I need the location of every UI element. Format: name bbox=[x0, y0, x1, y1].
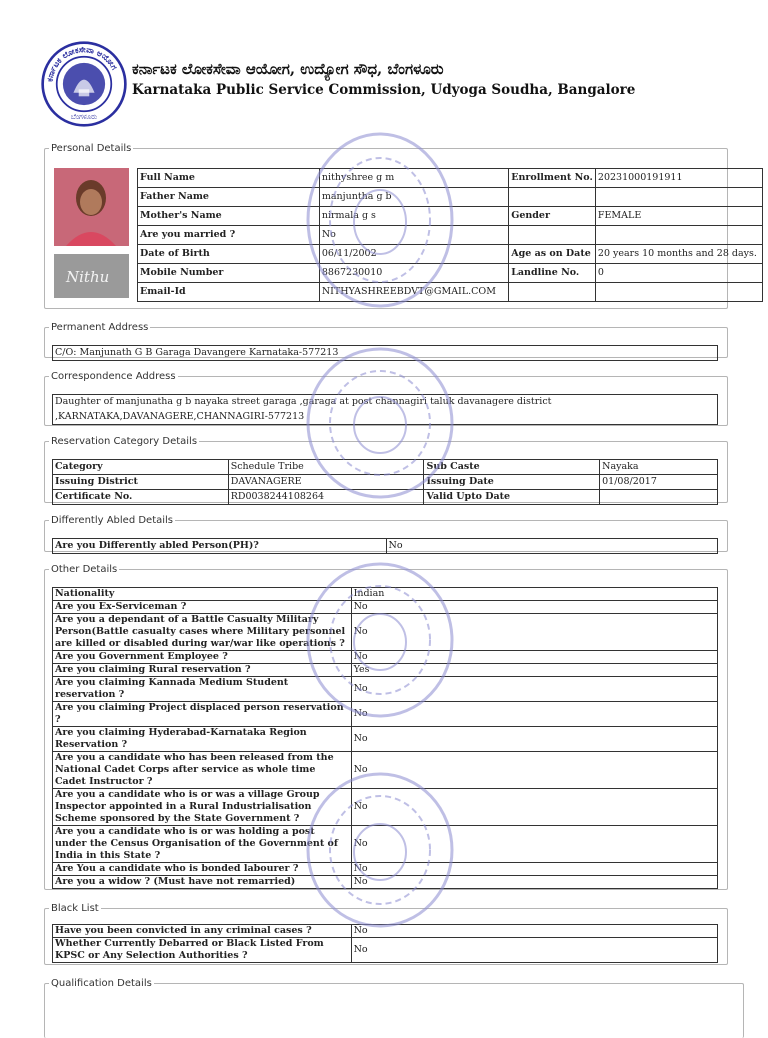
table-row bbox=[53, 702, 718, 727]
field-label: Category bbox=[53, 460, 229, 475]
table-row bbox=[53, 614, 718, 651]
question-label: Nationality bbox=[53, 588, 352, 601]
table-row bbox=[53, 826, 718, 863]
field-label: Certificate No. bbox=[53, 490, 229, 505]
reservation-table bbox=[52, 459, 718, 505]
correspondence-address-legend: Correspondence Address bbox=[51, 371, 176, 382]
question-label: Have you been convicted in any criminal cases ? bbox=[53, 925, 352, 938]
field-value bbox=[595, 226, 762, 245]
table-row bbox=[138, 264, 763, 283]
field-value: Schedule Tribe bbox=[228, 460, 424, 475]
field-value: RD0038244108264 bbox=[228, 490, 424, 505]
answer-value: No bbox=[351, 651, 717, 664]
field-value: Nayaka bbox=[600, 460, 718, 475]
answer-value: No bbox=[351, 614, 717, 651]
personal-details-legend: Personal Details bbox=[51, 143, 132, 154]
question-label: Are you claiming Rural reservation ? bbox=[53, 664, 352, 677]
field-label: Landline No. bbox=[509, 264, 596, 283]
field-value: DAVANAGERE bbox=[228, 475, 424, 490]
differently-abled-legend: Differently Abled Details bbox=[51, 515, 174, 526]
field-value: NITHYASHREEBDVT@GMAIL.COM bbox=[319, 283, 508, 302]
field-label bbox=[509, 226, 596, 245]
reservation-legend: Reservation Category Details bbox=[51, 436, 198, 447]
table-row bbox=[53, 727, 718, 752]
field-label: Valid Upto Date bbox=[424, 490, 600, 505]
field-value: 01/08/2017 bbox=[600, 475, 718, 490]
question-label: Are you a candidate who is or was a village Group Inspector appointed in a Rural Industrialisation Scheme sponsored by the State Government ? bbox=[53, 789, 352, 826]
field-label: Enrollment No. bbox=[509, 169, 596, 188]
differently-abled-section bbox=[44, 515, 728, 552]
answer-value: No bbox=[351, 601, 717, 614]
field-label bbox=[509, 188, 596, 207]
field-label: Mother's Name bbox=[138, 207, 320, 226]
table-row bbox=[53, 460, 718, 475]
answer-value: No bbox=[351, 876, 717, 889]
qualification-section bbox=[44, 978, 744, 1038]
field-value: 06/11/2002 bbox=[319, 245, 508, 264]
table-row bbox=[138, 188, 763, 207]
field-label: Full Name bbox=[138, 169, 320, 188]
logo-text-top: ಕರ್ನಾಟಕ ಲೋಕಸೇವಾ ಆಯೋಗ bbox=[45, 45, 119, 83]
table-row bbox=[53, 876, 718, 889]
answer-value: No bbox=[351, 702, 717, 727]
black-list-section bbox=[44, 903, 728, 965]
candidate-signature bbox=[54, 254, 129, 298]
question-label: Are you a dependant of a Battle Casualty Military Person(Battle casualty cases where Military personnel are killed or disabled during war/war like operations ? bbox=[53, 614, 352, 651]
permanent-address-legend: Permanent Address bbox=[51, 322, 149, 333]
field-label: Mobile Number bbox=[138, 264, 320, 283]
answer-value: No bbox=[351, 925, 717, 938]
personal-details-table bbox=[137, 168, 763, 302]
answer-value: No bbox=[351, 826, 717, 863]
candidate-photo bbox=[54, 168, 129, 246]
question-label: Are you a widow ? (Must have not remarried) bbox=[53, 876, 352, 889]
table-row bbox=[53, 601, 718, 614]
table-row bbox=[53, 588, 718, 601]
table-row bbox=[53, 664, 718, 677]
table-row bbox=[138, 226, 763, 245]
correspondence-address-line2: ,KARNATAKA,DAVANAGERE,CHANNAGIRI-577213 bbox=[53, 410, 718, 425]
question-label: Are you Government Employee ? bbox=[53, 651, 352, 664]
svg-text:Nithu: Nithu bbox=[66, 268, 110, 286]
other-details-table bbox=[52, 587, 718, 889]
table-row bbox=[53, 863, 718, 876]
table-row bbox=[138, 283, 763, 302]
other-details-section bbox=[44, 564, 728, 890]
field-label: Email-Id bbox=[138, 283, 320, 302]
field-value bbox=[595, 188, 762, 207]
field-label bbox=[509, 283, 596, 302]
field-label: Gender bbox=[509, 207, 596, 226]
field-label: Age as on Date bbox=[509, 245, 596, 264]
table-row bbox=[53, 938, 718, 963]
question-label: Are you a candidate who is or was holding a post under the Census Organisation of the Government of India in this State ? bbox=[53, 826, 352, 863]
question-label: Are you claiming Project displaced person reservation ? bbox=[53, 702, 352, 727]
field-label: Father Name bbox=[138, 188, 320, 207]
table-row bbox=[53, 475, 718, 490]
question-label: Are you a candidate who has been released from the National Cadet Corps after service as whole time Cadet Instructor ? bbox=[53, 752, 352, 789]
correspondence-address-section bbox=[44, 371, 728, 426]
table-row bbox=[53, 490, 718, 505]
question-label: Are you claiming Kannada Medium Student reservation ? bbox=[53, 677, 352, 702]
table-row bbox=[53, 925, 718, 938]
field-label: Sub Caste bbox=[424, 460, 600, 475]
title-kannada: ಕರ್ನಾಟಕ ಲೋಕಸೇವಾ ಆಯೋಗ, ಉದ್ಯೋಗ ಸೌಧ, ಬೆಂಗಳೂರು bbox=[132, 60, 444, 78]
personal-details-section bbox=[44, 143, 757, 309]
table-row bbox=[53, 677, 718, 702]
answer-value: No bbox=[351, 677, 717, 702]
field-value bbox=[595, 283, 762, 302]
answer-value: No bbox=[351, 789, 717, 826]
logo-text-bottom: ಬೆಂಗಳೂರು bbox=[70, 112, 98, 122]
field-value: 20231000191911 bbox=[595, 169, 762, 188]
field-value: 20 years 10 months and 28 days. bbox=[595, 245, 762, 264]
field-label: Are you married ? bbox=[138, 226, 320, 245]
field-value: FEMALE bbox=[595, 207, 762, 226]
question-label: Are You a candidate who is bonded labourer ? bbox=[53, 863, 352, 876]
differently-abled-label: Are you Differently abled Person(PH)? bbox=[53, 539, 387, 554]
table-row bbox=[138, 207, 763, 226]
permanent-address-section bbox=[44, 322, 728, 358]
page-header bbox=[40, 40, 740, 120]
qualification-legend: Qualification Details bbox=[51, 978, 152, 989]
answer-value: Yes bbox=[351, 664, 717, 677]
table-row bbox=[53, 651, 718, 664]
differently-abled-value: No bbox=[386, 539, 717, 554]
field-value: nirmala g s bbox=[319, 207, 508, 226]
field-value: 8867230010 bbox=[319, 264, 508, 283]
table-row bbox=[138, 169, 763, 188]
question-label: Are you Ex-Serviceman ? bbox=[53, 601, 352, 614]
correspondence-address-line1: Daughter of manjunatha g b nayaka street garaga ,garaga at post channagiri taluk davanagere district bbox=[53, 395, 718, 410]
permanent-address-value: C/O: Manjunath G B Garaga Davangere Karnataka-577213 bbox=[53, 346, 718, 361]
other-details-legend: Other Details bbox=[51, 564, 118, 575]
answer-value: No bbox=[351, 938, 717, 963]
field-value: nithyshree g m bbox=[319, 169, 508, 188]
table-row bbox=[138, 245, 763, 264]
field-label: Date of Birth bbox=[138, 245, 320, 264]
table-row bbox=[53, 752, 718, 789]
reservation-section bbox=[44, 436, 728, 503]
answer-value: No bbox=[351, 863, 717, 876]
question-label: Whether Currently Debarred or Black Listed From KPSC or Any Selection Authorities ? bbox=[53, 938, 352, 963]
kpsc-logo-icon bbox=[40, 40, 128, 128]
field-value bbox=[600, 490, 718, 505]
answer-value: No bbox=[351, 752, 717, 789]
black-list-table bbox=[52, 924, 718, 963]
field-label: Issuing District bbox=[53, 475, 229, 490]
field-value: No bbox=[319, 226, 508, 245]
field-value: 0 bbox=[595, 264, 762, 283]
title-english: Karnataka Public Service Commission, Udyoga Soudha, Bangalore bbox=[132, 82, 636, 98]
answer-value: Indian bbox=[351, 588, 717, 601]
field-label: Issuing Date bbox=[424, 475, 600, 490]
table-row bbox=[53, 789, 718, 826]
black-list-legend: Black List bbox=[51, 903, 99, 914]
question-label: Are you claiming Hyderabad-Karnataka Region Reservation ? bbox=[53, 727, 352, 752]
field-value: manjuntha g b bbox=[319, 188, 508, 207]
answer-value: No bbox=[351, 727, 717, 752]
